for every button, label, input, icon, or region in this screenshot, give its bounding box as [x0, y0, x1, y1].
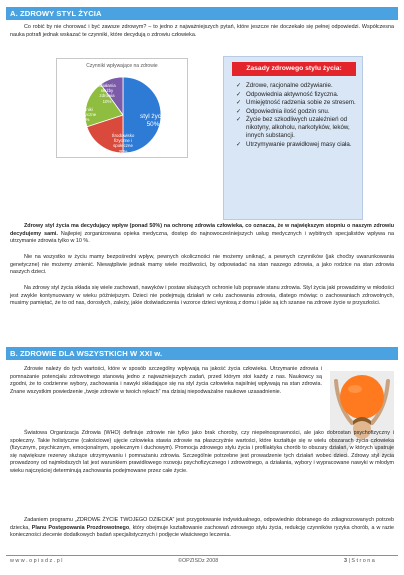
rules-item: ✓ Zdrowe, racjonalne odżywianie.: [236, 82, 333, 89]
footer-website[interactable]: w w w . o p i s d z . p l: [10, 558, 63, 564]
checkmark-icon: ✓: [236, 116, 242, 124]
rules-heading: Zasady zdrowego stylu życia:: [232, 62, 356, 76]
section-a-paragraph-2: Nie na wszystko w życiu mamy bezpośredni wpływ, pewnych okoliczności nie możemy uniknąć, a pewnych czynników (jak choćby uwarunkowania genetyczne) nie możemy zmienić. Niewątpliwie jednak mamy wiele możliwości, by odpowiadać na stan naszego zdrowia, a jako rodzice na stan zdrowia naszych dzieci.: [10, 254, 394, 275]
rules-list: [236, 82, 356, 150]
slice-label-lifestyle: styl życia 50%: [140, 113, 166, 128]
footer-page-number: 3 | S t r o n a: [344, 558, 375, 564]
slice-label-genetics: czynniki genetyczne 20%: [73, 107, 97, 123]
rules-item: ✓ Odpowiednia ilość godzin snu.: [236, 107, 330, 115]
section-b-paragraph-1: Zdrowie należy do tych wartości, które w sposób szczególny wpływają na jakość życia człowieka. Utrzymanie zdrowia i pomnażanie potencjału zdrowotnego stanowią jedno z najważniejszych zadań, przed którym stoi każdy z nas. Naukowcy są zgodni, że to codzienne wybory, zachowania i nawyki składające się na styl życia człowieka najsilniej wpływają na stan zdrowia. Znane wszystkim powiedzenie „twoje zdrowie w twoich rękach” ma dzisiaj niepodważalne naukowe uzasadnienie.: [10, 366, 322, 395]
footer-copyright: ©OPZISDz 2008: [178, 558, 219, 564]
chart-title: Czynniki wpływające na zdrowie: [86, 63, 158, 69]
footer-divider: [6, 555, 398, 556]
section-a-heading: A. ZDROWY STYL ŻYCIA: [6, 7, 398, 20]
checkmark-icon: ✓: [236, 82, 242, 89]
checkmark-icon: ✓: [236, 107, 242, 115]
pie-chart: [56, 58, 188, 158]
checkmark-icon: ✓: [236, 90, 242, 98]
section-a-paragraph-3: Na zdrowy styl życia składa się wiele zachowań, nawyków i postaw służących ochronie lub poprawie stanu zdrowia. Styl życia jaki prowadzimy w młodości jest zwykle kontynuowany w wieku późniejszym. Dzieci nie podejmują działań w celu zachowania zdrowia, dlatego mówiąc o zachowaniach zdrowotnych, musimy pamiętać, że to od nas, dorosłych, zależy, jakie doświadczenia i wzorce dzieci wyniosą z domu i jakie są ich szanse na zdrowe życie w przyszłości.: [10, 285, 394, 306]
rules-item: ✓ Utrzymywanie prawidłowej masy ciała.: [236, 140, 352, 148]
rules-item: ✓ Umiejętność radzenia sobie ze stresem.: [236, 99, 356, 107]
rules-box: [223, 56, 363, 220]
section-b-paragraph-3: Zadaniem programu „ZDROWE ŻYCIE TWOJEGO DZIECKA” jest przygotowanie indywidualnego, odpowiednio dobranego do zdiagnozowanych potrzeb dziecka, Planu Postępowania Prozdrowotnego, który obejmuje kształtowanie zachowań zdrowego stylu życia, redukcję czynników ryzyka chorób, a w razie konieczności zlecenie dodatkowych badań specjalistycznych i podjęcie właściwego leczenia.: [10, 517, 394, 538]
section-b-paragraph-2: Światowa Organizacja Zdrowia (WHO) definiuje zdrowie nie tylko jako brak choroby, czy niepełnosprawności, ale jako dobrostan psychofizyczny i społeczny. Takie holistyczne (całościowe) ujęcie człowieka stawia zdrowie na płaszczyźnie wartości, które kształtuje się w wielu obszarach życia człowieka (fizycznym, psychicznym, emocjonalnym, społecznym i duchowym). Promocja zdrowego stylu życia i profilaktyka chorób to obszary działań, w których upatruje się największe rezerwy służące utrzymywaniu i pomnażaniu zdrowia. Szczególnie potrzebne jest prowadzenie tych działań wobec dzieci. Zdrowy styl życia prowadzony od najmłodszych lat jest warunkiem prawidłowego rozwoju psychofizycznego i zdrowotnego, a działania, wybory i wypracowane nawyki w młodym wieku najczęściej determinują zachowania podejmowane przez całe życie.: [10, 430, 394, 474]
slice-label-healthcare: działania służby zdrowia 10%: [98, 83, 116, 104]
checkmark-icon: ✓: [236, 140, 242, 148]
slice-label-environment: Środowisko fizyczne i społeczne 20%: [111, 133, 135, 154]
rules-item: ✓ Odpowiednia aktywność fizyczna.: [236, 90, 339, 98]
section-b-heading: B. ZDROWIE DLA WSZYSTKICH W XXI w.: [6, 347, 398, 360]
section-a-intro: Co robić by nie chorować i być zawsze zdrowym? – to jedno z najważniejszych pytań, które jeszcze nie doczekało się pełnej odpowiedzi. Współczesna nauka potrafi jednak wskazać te czynniki, które decydują o zdrowiu człowieka.: [10, 24, 394, 38]
checkmark-icon: ✓: [236, 99, 242, 107]
chart-caption: Zdrowy styl życia ma decydujący wpływ (ponad 50%) na ochronę zdrowia człowieka, co oznacza, że w największym stopniu o naszym zdrowiu decydujemy sami. Najlepiej zorganizowana opieka medyczna, dostęp do najnowocześniejszych usług medycznych i wybitnych specjalistów wpływa na utrzymanie zdrowia tylko w 10 %.: [10, 223, 394, 244]
rules-item: ✓ Życie bez szkodliwych uzależnień od nikotyny, alkoholu, narkotyków, leków, innych substancji.: [236, 116, 350, 140]
